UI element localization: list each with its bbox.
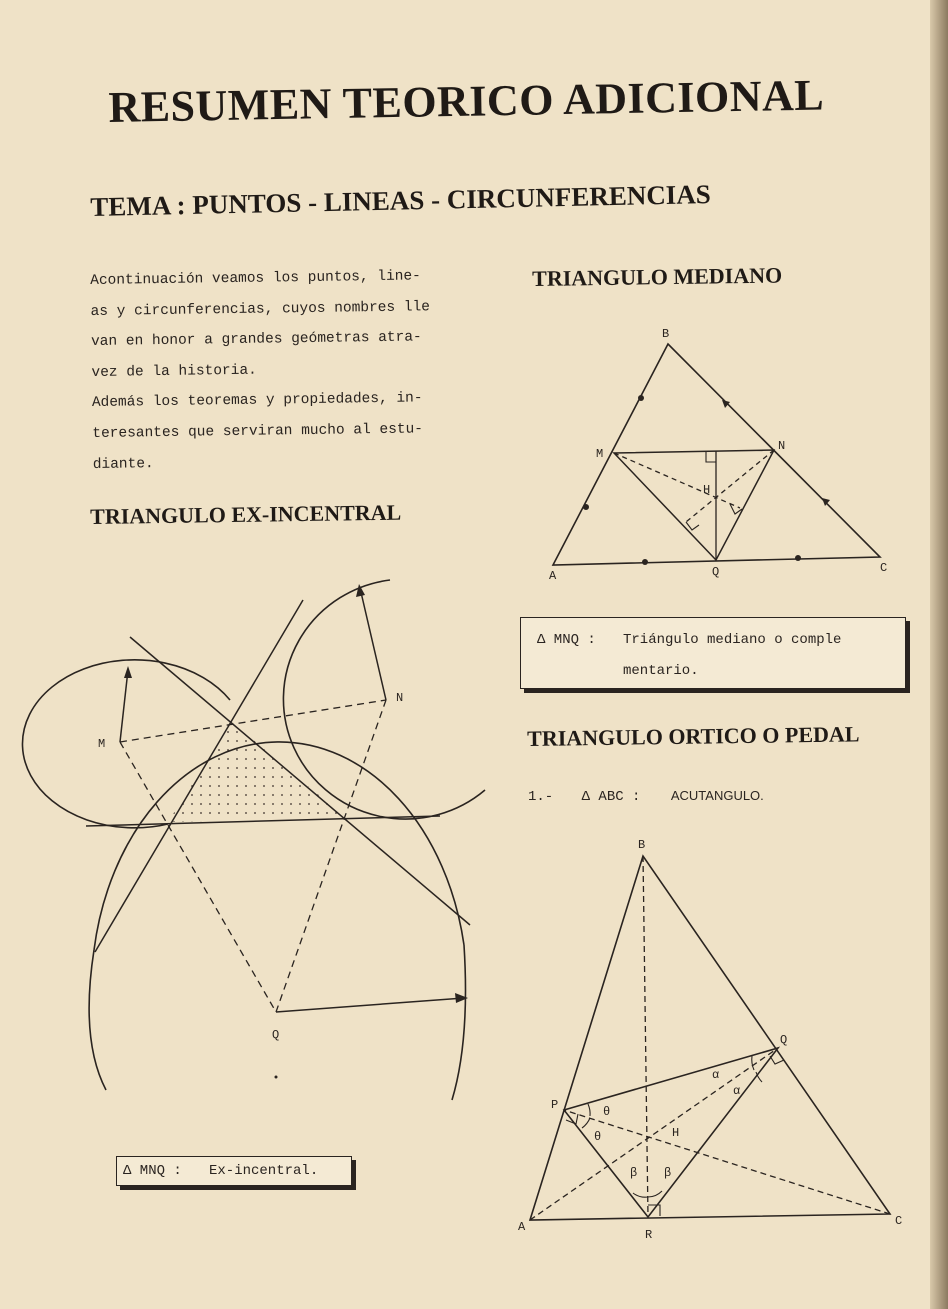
orthic-label-c: C: [895, 1214, 903, 1228]
note-symbol: Δ MNQ :: [123, 1163, 182, 1179]
page-title: RESUMEN TEORICO ADICIONAL: [108, 70, 825, 132]
excentral-label-m: M: [98, 737, 106, 751]
medial-label-n: N: [778, 439, 786, 453]
intro-line: teresantes que serviran mucho al estu-: [92, 421, 424, 442]
medial-label-h: H: [703, 483, 711, 497]
medial-label-b: B: [662, 327, 670, 341]
triangle-abc: [530, 856, 890, 1220]
angle-arc: [752, 1056, 754, 1070]
excentral-label-n: N: [396, 691, 404, 705]
intro-line: Además los teoremas y propiedades, in-: [91, 390, 423, 412]
altitude-ap: [530, 1048, 778, 1220]
item-triangle: Δ ABC :: [581, 789, 641, 805]
page-subtitle: TEMA : PUNTOS - LINEAS - CIRCUNFERENCIAS: [90, 179, 712, 222]
intro-line: Acontinuación veamos los puntos, line-: [90, 268, 421, 289]
angle-label-alpha: α: [733, 1084, 741, 1098]
orthic-label-r: R: [645, 1228, 653, 1242]
angle-arc: [648, 1191, 662, 1197]
orthic-label-a: A: [518, 1220, 526, 1234]
note-line: Triángulo mediano o comple: [623, 632, 842, 648]
medial-label-a: A: [549, 569, 557, 583]
orthic-label-b: B: [638, 838, 646, 852]
medial-label-m: M: [596, 447, 604, 461]
item-number: 1.-: [528, 789, 554, 805]
angle-arc: [582, 1118, 590, 1128]
note-line: mentario.: [623, 663, 699, 679]
intro-line: vez de la historia.: [91, 362, 257, 381]
angle-label-theta: θ: [594, 1130, 602, 1144]
angle-label-beta: β: [630, 1166, 638, 1180]
intro-line: diante.: [92, 455, 154, 473]
orthic-label-q: Q: [780, 1033, 788, 1047]
angle-label-alpha: α: [712, 1068, 720, 1082]
medial-label-q: Q: [712, 565, 720, 579]
orthic-heading: TRIANGULO ORTICO O PEDAL: [527, 721, 860, 751]
item-type: ACUTANGULO.: [670, 788, 764, 803]
excentral-heading: TRIANGULO EX-INCENTRAL: [90, 499, 402, 529]
note-symbol: Δ MNQ :: [537, 632, 596, 648]
orthic-label-h: H: [672, 1126, 680, 1140]
excentral-label-q: Q: [272, 1028, 280, 1042]
angle-label-beta: β: [664, 1166, 672, 1180]
intro-line: as y circunferencias, cuyos nombres lle: [90, 298, 431, 320]
altitude-br: [643, 856, 648, 1217]
angle-arc: [588, 1104, 590, 1116]
angle-label-theta: θ: [603, 1105, 611, 1119]
medial-label-c: C: [880, 561, 888, 575]
orthic-label-p: P: [551, 1098, 559, 1112]
angle-arc: [633, 1193, 648, 1197]
note-text: Ex-incentral.: [209, 1163, 319, 1179]
medial-heading: TRIANGULO MEDIANO: [532, 262, 783, 291]
intro-line: van en honor a grandes geómetras atra-: [90, 329, 422, 351]
